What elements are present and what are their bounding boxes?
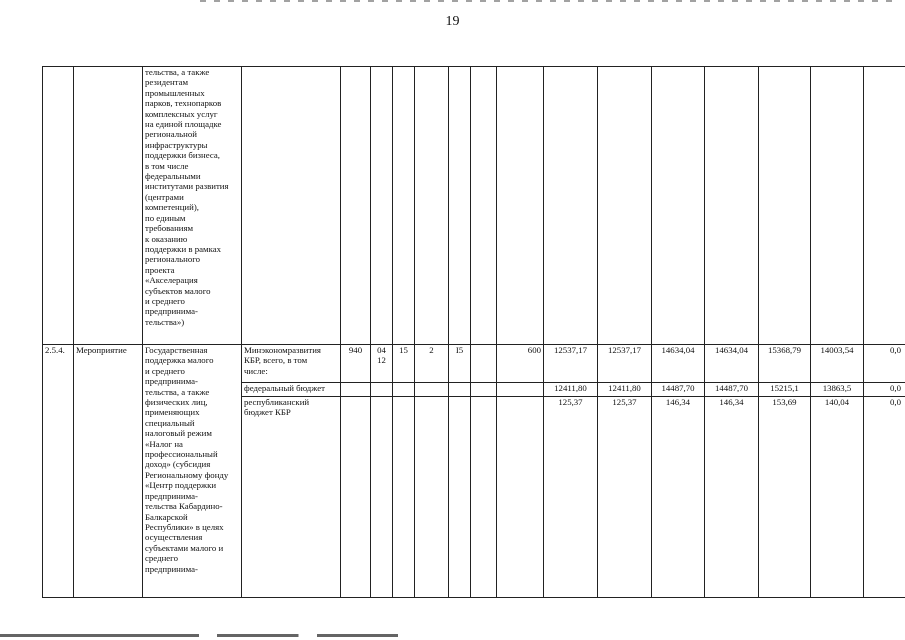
value-cell: 12537,17 [544,345,598,383]
code-cs2: 2 [415,345,449,383]
source-label: Минэкономразвития КБР, всего, в том числе: [242,345,341,383]
row-name: Государственная поддержка малого и среднего предпринима- тельства, а также физических лиц, применяющих специальный налоговый режим «Налог на профессиональный доход» (субсидия Региональному фонду «Центр поддержки предпринима- тельства Кабардино- Балкарской Республики» в целях осуществления субъектами малого и среднего предпринима- [143,345,242,598]
scan-artifact-bottom [0,634,905,637]
value-cell: 125,37 [544,397,598,598]
value-cell: 0,0 [864,383,905,397]
table-row-continued [43,67,905,345]
value-cell: 12411,80 [598,383,652,397]
code-cs3: I5 [449,345,471,383]
value-cell: 14487,70 [652,383,705,397]
value-cell: 14003,54 [811,345,864,383]
budget-table [42,66,905,598]
value-cell: 0,0 [864,397,905,598]
value-cell: 146,34 [652,397,705,598]
value-cell: 140,04 [811,397,864,598]
table-row-main [43,345,905,383]
source-label: федеральный бюджет [242,383,341,397]
value-cell: 14634,04 [705,345,759,383]
scan-artifact-top [200,0,900,2]
value-cell: 14634,04 [652,345,705,383]
cell-empty [43,67,74,345]
row-type: Мероприятие [74,345,143,598]
code-vr: 600 [497,345,544,383]
value-cell: 15215,1 [759,383,811,397]
page-number: 19 [445,14,460,29]
source-label: республиканский бюджет КБР [242,397,341,598]
value-cell: 13863,5 [811,383,864,397]
code-rzpr: 04 12 [371,345,393,383]
value-cell: 125,37 [598,397,652,598]
value-cell: 0,0 [864,345,905,383]
cell-empty [242,67,341,345]
value-cell: 146,34 [705,397,759,598]
value-cell: 14487,70 [705,383,759,397]
code-cs1: 15 [393,345,415,383]
continued-description: тельства, а также резидентам промышленных парков, технопарков комплексных услуг на единой площадке региональной инфраструктуры поддержки бизнеса, в том числе федеральными институтами развития (центрами компетенций), по единым требованиям к оказанию поддержки в рамках регионального проекта «Акселерация субъектов малого и среднего предпринима- тельства») [143,67,242,345]
code-grbs: 940 [341,345,371,383]
row-number: 2.5.4. [43,345,74,598]
value-cell: 12537,17 [598,345,652,383]
value-cell: 12411,80 [544,383,598,397]
value-cell: 153,69 [759,397,811,598]
cell-empty [74,67,143,345]
value-cell: 15368,79 [759,345,811,383]
